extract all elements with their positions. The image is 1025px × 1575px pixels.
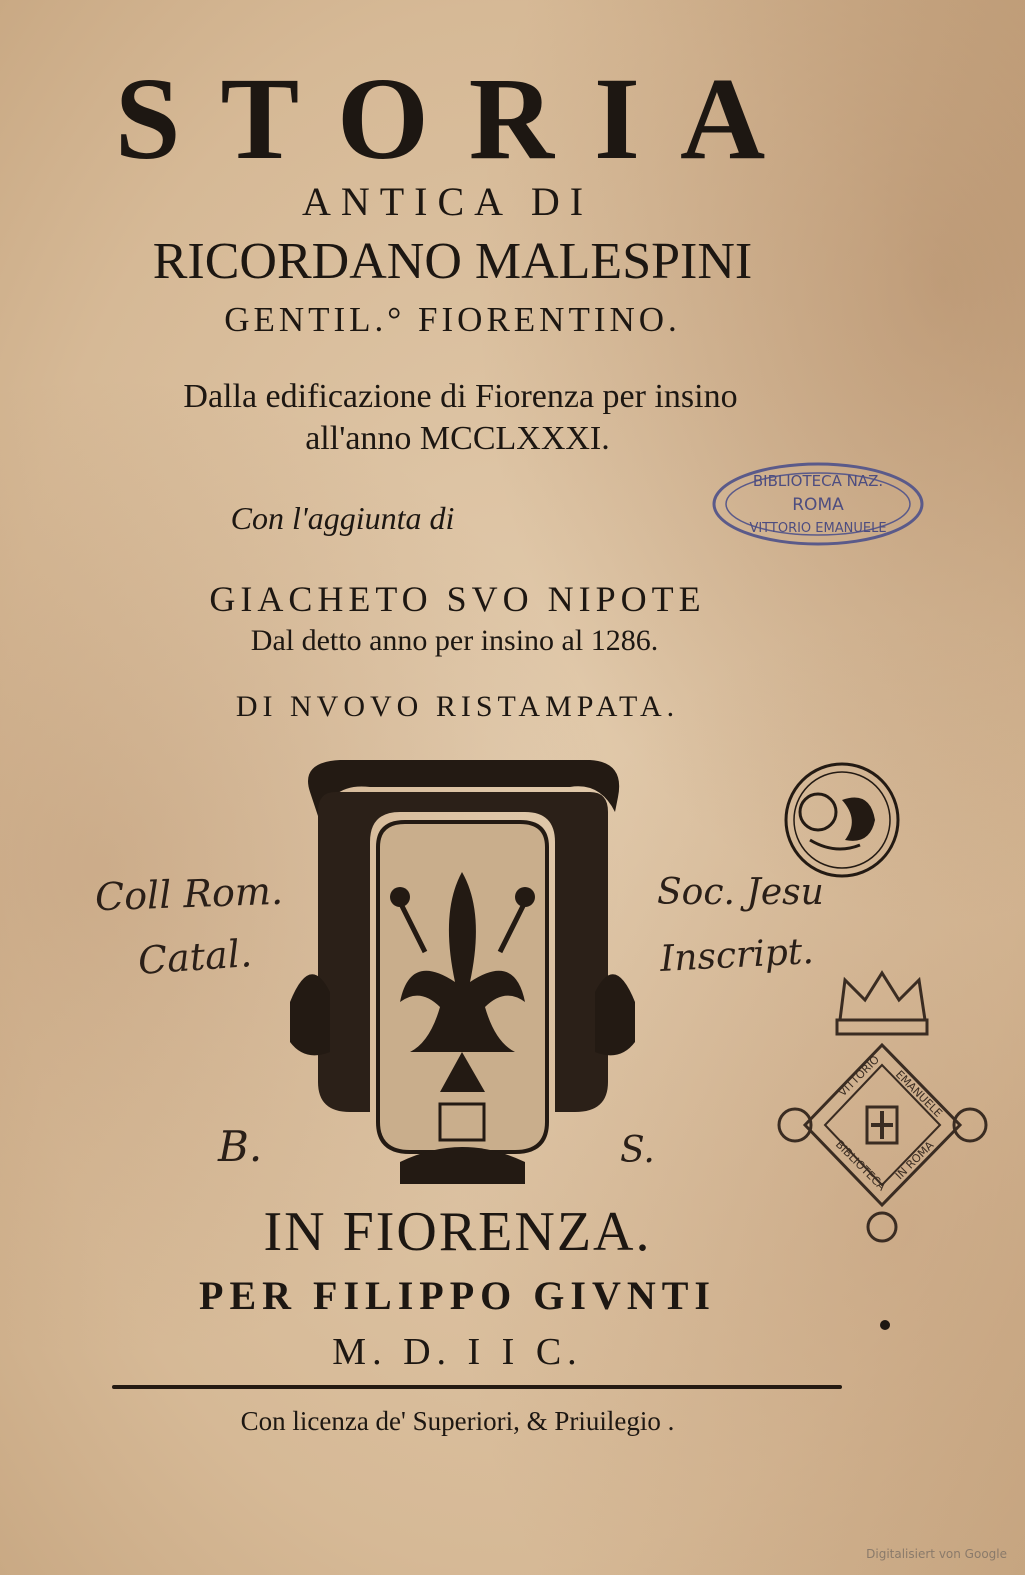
addition-line: Con l'aggiunta di [230,500,455,536]
oval-stamp-line-2: ROMA [792,495,844,515]
crown-stamp-text-4: IN ROMA [892,1138,937,1183]
fleur-de-lis-woodcut-icon [290,752,635,1184]
imprint-year: M. D. I I C. [332,1331,583,1373]
round-seal-icon [780,760,905,880]
crown-stamp-text-1: VITTORIO [835,1053,883,1100]
digitization-watermark: Digitalisiert von Google [866,1547,1007,1561]
handwriting-right-1: Soc. Jesu [657,872,824,913]
description-line-2: all'anno MCCLXXXI. [305,420,610,457]
main-title: STORIA [114,53,806,184]
handwriting-s: S. [620,1130,655,1171]
crown-stamp-text-3: BIBLIOTECA [832,1137,889,1194]
oval-stamp-line-1: BIBLIOTECA NAZ. [752,472,884,490]
license-line: Con licenza de' Superiori, & Priuilegio . [240,1406,675,1436]
handwriting-right-2: Inscript. [659,931,815,980]
ink-dot [880,1320,890,1330]
crown-stamp-text-2: EMANUELE [892,1067,945,1120]
author-name: RICORDANO MALESPINI [152,233,753,290]
oval-stamp-line-3: VITTORIO EMANUELE [749,521,887,536]
reprint-line: DI NVOVO RISTAMPATA. [235,690,680,723]
library-oval-stamp [708,458,928,550]
author-description: GENTIL.° FIORENTINO. [224,300,681,339]
handwriting-left-2: Catal. [136,931,254,983]
handwriting-left-1: Coll Rom. [94,868,284,920]
nephew-description: Dal detto anno per insino al 1286. [250,624,659,657]
imprint-place: IN FIORENZA. [263,1201,652,1263]
description-line-1: Dalla edificazione di Fiorenza per insino [183,378,738,415]
title-line-antica: ANTICA DI [301,179,594,224]
nephew-name: GIACHETO SVO NIPOTE [209,579,706,619]
horizontal-rule [112,1385,842,1389]
imprint-printer: PER FILIPPO GIVNTI [199,1273,716,1318]
handwriting-b: B. [218,1122,263,1171]
